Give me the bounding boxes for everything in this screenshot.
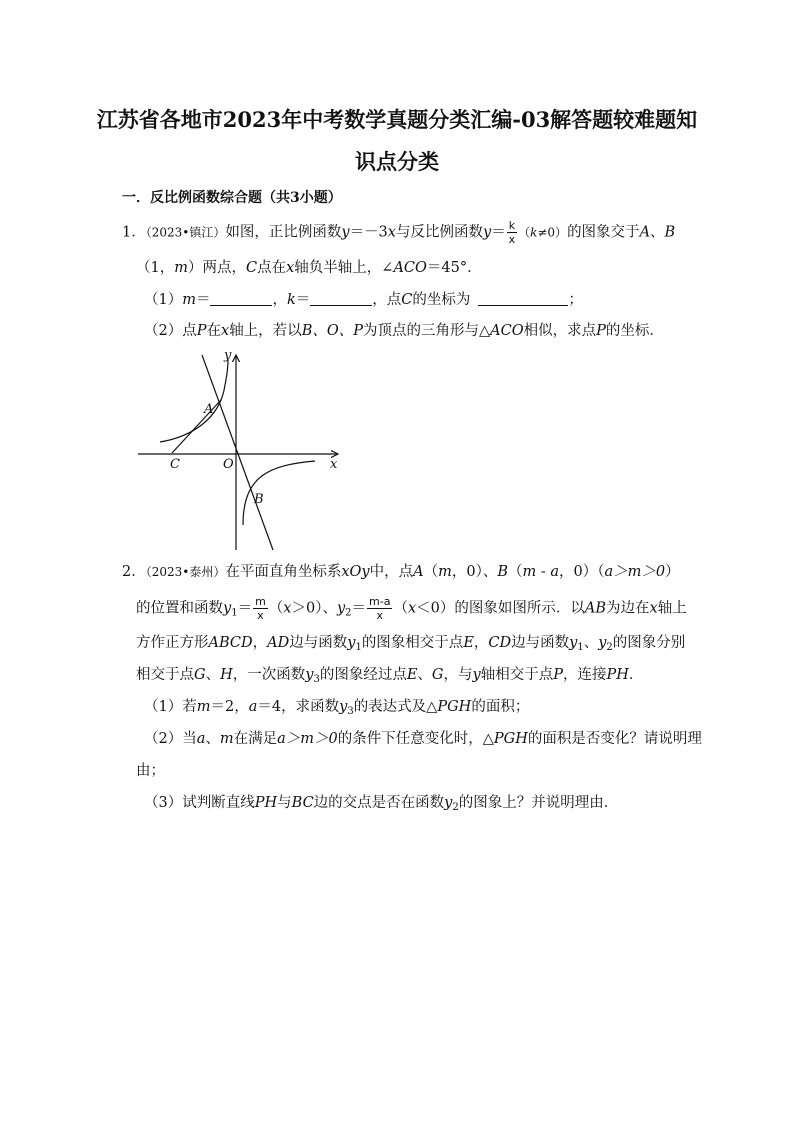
q1-figure [130, 345, 350, 555]
line-ac [172, 400, 221, 453]
label-y: y [224, 348, 232, 363]
fraction-m-minus-a-over-x: $\frac{m-a}{x}$ [369, 595, 391, 622]
doc-title-line1: 江苏省各地市2023年中考数学真题分类汇编-03解答题较难题知 [96, 107, 698, 132]
q2-line-3: 方作正方形ABCD，AD边与函数$y_1$的图象相交于点E，CD边与函数$y_1$、$y_2$的图象分别 [136, 635, 686, 653]
q2-part-3: （3）试判断直线PH与BC边的交点是否在函数$y_2$的图象上？并说明理由． [144, 795, 619, 813]
answer-blank-k[interactable] [310, 291, 372, 306]
label-b: B [254, 492, 264, 507]
fraction-m-over-x: $\frac{m}{x}$ [255, 595, 266, 622]
answer-blank-c[interactable] [478, 291, 568, 306]
answer-blank-m[interactable] [210, 291, 272, 306]
q1-line-1: 1．（2023•镇江）如图，正比例函数y＝－3x与反比例函数y＝ $\frac{k}{x}$ （k≠0）的图象交于A、B [122, 219, 676, 246]
fraction-k-over-x: $\frac{k}{x}$ [508, 219, 516, 246]
q2-part-1: （1）若m＝2，a＝4，求函数$y_3$的表达式及△PGH的面积； [144, 699, 530, 717]
label-c: C [170, 457, 180, 472]
q2-line-2: 的位置和函数$y_1=$ $\frac{m}{x}$ （x＞0）、$y_2=$ $\frac{m-a}{x}$ （x＜0）的图象如图所示．以AB为边在x轴上 [136, 595, 687, 622]
q2-part-2-cont: 由； [136, 763, 165, 779]
label-o: O [223, 457, 234, 472]
q2-line-4: 相交于点G、H，一次函数$y_3$的图象经过点E、G，与y轴相交于点P，连接PH． [136, 667, 644, 685]
hyperbola-branch-2 [160, 360, 228, 442]
q2-line-1: 2．（2023•泰州）在平面直角坐标系xOy中，点A（m，0）、B（m - a，0）（a＞m＞0） [122, 564, 680, 580]
label-x: x [330, 457, 338, 472]
section-heading: 一．反比例函数综合题（共3小题） [122, 190, 342, 206]
line-y-eq-neg3x [202, 355, 273, 550]
q1-part-2: （2）点P在x轴上，若以B、O、P为顶点的三角形与△ACO相似，求点P的坐标． [144, 323, 664, 339]
doc-title-line2: 识点分类 [355, 149, 439, 174]
q2-part-2: （2）当a、m在满足a＞m＞0的条件下任意变化时，△PGH的面积是否变化？请说明理 [144, 731, 702, 747]
q1-line-2: （1，m）两点，C点在x轴负半轴上，∠ACO＝45°． [136, 260, 482, 276]
label-a: A [204, 402, 214, 417]
q1-part-1: （1）m＝ ，k＝ ，点C的坐标为 ； [144, 292, 583, 308]
